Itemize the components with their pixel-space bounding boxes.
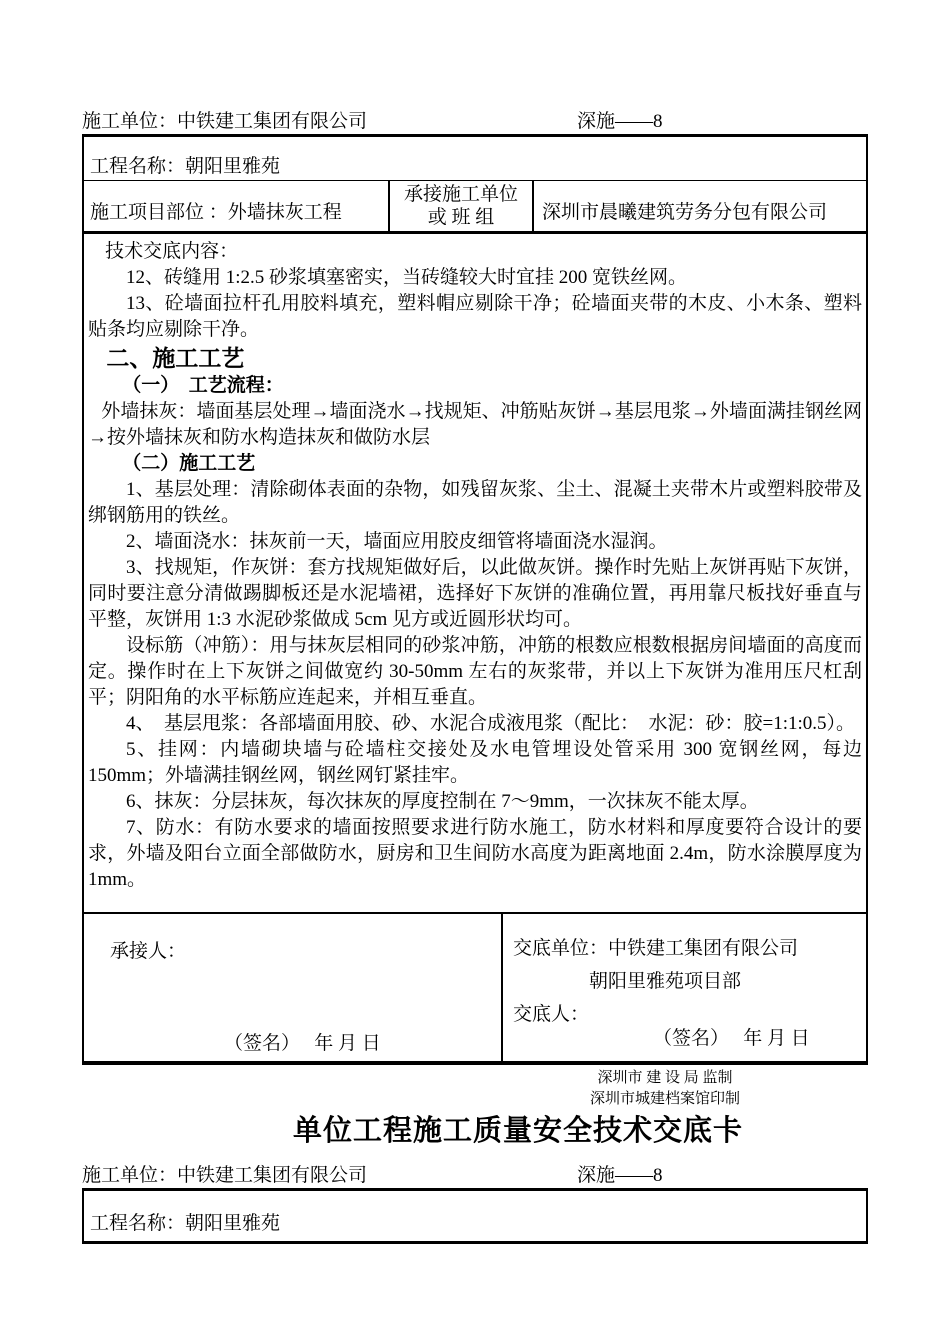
form-code-bottom: 深施——8 — [577, 1165, 663, 1186]
project-info-table — [82, 134, 868, 234]
content-paragraph-13: 13、砼墙面拉杆孔用胶料填充，塑料帽应剔除干净；砼墙面夹带的木皮、小木条、塑料贴条均应剔除干净。 — [88, 293, 862, 340]
top-header-row — [82, 110, 868, 134]
document-body — [82, 110, 868, 1244]
content-paragraph-5: 5、挂网：内墙砌块墙与砼墙柱交接处及水电管埋设处管采用 300 宽钢丝网，每边 150mm；外墙满挂钢丝网，钢丝网钉紧挂牢。 — [88, 739, 862, 786]
contractor-label-line2: 或 班 组 — [427, 207, 495, 228]
content-paragraph-7: 7、防水：有防水要求的墙面按照要求进行防水施工，防水材料和厚度要符合设计的要求，外墙及阳台立面全部做防水，厨房和卫生间防水高度为距离地面 2.4m，防水涂膜厚度为 1mm。 — [88, 817, 862, 890]
section-label-cell: 施工项目部位 ：外墙抹灰工程 — [84, 181, 390, 231]
content-paragraph-12: 12、砖缝用 1:2.5 砂浆填塞密实，当砖缝较大时宜挂 200 宽铁丝网。 — [126, 267, 688, 288]
acceptor-label: 承接人： — [110, 941, 187, 962]
discloser-signature-line: （签名） 年 月 日 — [653, 1028, 810, 1049]
construction-unit-label: 施工单位：中铁建工集团有限公司 — [82, 111, 368, 132]
content-paragraph-6: 6、抹灰：分层抹灰，每次抹灰的厚度控制在 7～9mm，一次抹灰不能太厚。 — [126, 791, 759, 812]
acceptor-signature-line: （签名） 年 月 日 — [224, 1033, 381, 1054]
bottom-project-name-box: 工程名称：朝阳里雅苑 — [82, 1188, 868, 1244]
contractor-value-cell: 深圳市晨曦建筑劳务分包有限公司 — [542, 202, 828, 223]
contractor-label-cell — [390, 181, 534, 231]
section-heading-construction-process: 二、施工工艺 — [106, 345, 245, 371]
contractor-label-line1: 承接施工单位 — [403, 184, 518, 205]
discloser-department: 朝阳里雅苑项目部 — [589, 971, 742, 992]
printing-authority-line: 深圳市城建档案馆印制 — [589, 1091, 740, 1107]
form-code: 深施——8 — [577, 111, 663, 132]
project-name-row: 工程名称：朝阳里雅苑 — [84, 137, 866, 181]
disclosure-content-box — [82, 234, 868, 912]
stamp-block — [540, 1068, 790, 1110]
content-paragraph-3: 3、找规矩，作灰饼：套方找规矩做好后，以此做灰饼。操作时先贴上灰饼再贴下灰饼，同时要注意分清做踢脚板还是水泥墙裙，选择好下灰饼的准确位置，再用靠尺板找好垂直与平整，灰饼用 1:3 水泥砂浆做成 5cm 见方或近圆形状均可。 — [88, 557, 862, 630]
content-paragraph-4: 4、 基层甩浆：各部墙面用胶、砂、水泥合成液甩浆（配比： 水泥：砂：胶=1:1:0.5）。 — [126, 713, 856, 734]
discloser-label: 交底人： — [513, 1004, 590, 1025]
acceptor-cell — [84, 914, 503, 1061]
content-paragraph-ribs: 设标筋（冲筋）：用与抹灰层相同的砂浆冲筋，冲筋的根数应根数根据房间墙面的高度而定。操作时在上下灰饼之间做宽约 30-50mm 左右的灰浆带，并以上下灰饼为准用压尺杠刮平；阴阳角的水平标筋应连起来，并相互垂直。 — [88, 635, 862, 708]
discloser-cell — [503, 914, 866, 1061]
process-flow-text: 外墙抹灰：墙面基层处理→墙面浇水→找规矩、冲筋贴灰饼→基层甩浆→外墙面满挂钢丝网→按外墙抹灰和防水构造抹灰和做防水层 — [88, 401, 862, 448]
supervising-authority-line: 深圳市 建 设 局 监制 — [597, 1070, 733, 1086]
discloser-unit: 交底单位：中铁建工集团有限公司 — [513, 938, 799, 959]
project-section-row — [84, 181, 866, 231]
construction-unit-label-bottom: 施工单位：中铁建工集团有限公司 — [82, 1165, 368, 1186]
content-paragraph-1: 1、基层处理：清除砌体表面的杂物，如残留灰浆、尘土、混凝土夹带木片或塑料胶带及绑钢筋用的铁丝。 — [88, 479, 862, 526]
content-paragraph-2: 2、墙面浇水：抹灰前一天，墙面应用胶皮细管将墙面浇水湿润。 — [126, 531, 668, 552]
subsection-heading-process-flow: （一） 工艺流程： — [122, 375, 284, 396]
signature-table — [82, 912, 868, 1065]
subsection-heading-construction-method: （二）施工工艺 — [122, 453, 256, 474]
card-title: 单位工程施工质量安全技术交底卡 — [292, 1115, 743, 1147]
bottom-header-row — [82, 1164, 868, 1188]
content-section-label: 技术交底内容： — [105, 241, 239, 262]
